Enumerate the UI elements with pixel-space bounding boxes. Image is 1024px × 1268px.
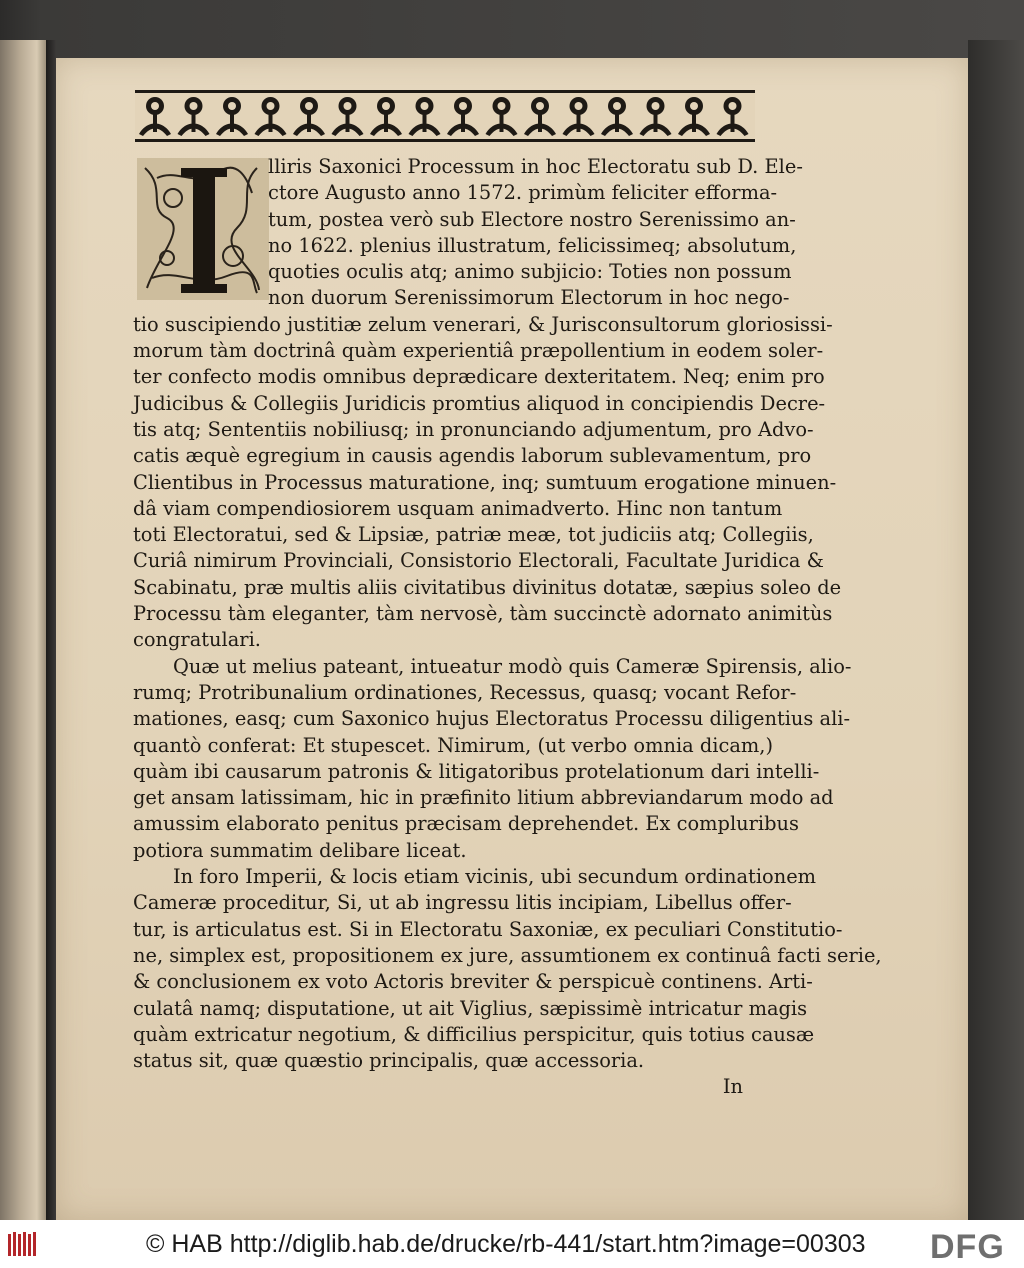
text-line: lliris Saxonici Processum in hoc Electoratu sub D. Ele- xyxy=(268,155,803,178)
first-paragraph-opening xyxy=(133,154,803,312)
text-line: Curiâ nimirum Provinciali, Consistorio Electorali, Facultate Juridica & xyxy=(133,549,824,573)
text-line: toti Electoratui, sed & Lipsiæ, patriæ meæ, tot judiciis atq; Collegiis, xyxy=(133,523,814,547)
text-line: tur, is articulatus est. Si in Electoratu Saxoniæ, ex peculiari Constitutio- xyxy=(133,917,843,941)
text-line: mationes, easq; cum Saxonico hujus Electoratus Processu diligentius ali- xyxy=(133,707,851,731)
text-line: Processu tàm eleganter, tàm nervosè, tàm succinctè adornato animitùs xyxy=(133,602,833,626)
second-paragraph xyxy=(133,654,852,864)
text-line: & conclusionem ex voto Actoris breviter & perspicuè continens. Arti- xyxy=(133,970,813,994)
text-line: quàm ibi causarum patronis & litigatoribus protelationum dari intelli- xyxy=(133,759,820,783)
text-line: amussim elaborato penitus præcisam deprehendet. Ex compluribus xyxy=(133,812,799,836)
adjacent-page-edge xyxy=(0,40,46,1220)
first-paragraph-continuation xyxy=(133,312,842,654)
footer-bar xyxy=(0,1220,1024,1268)
third-paragraph xyxy=(133,864,882,1074)
ornamental-headpiece xyxy=(135,90,755,142)
text-line: tum, postea verò sub Electore nostro Serenissimo an- xyxy=(268,207,796,231)
text-line: Scabinatu, præ multis aliis civitatibus divinitus dotatæ, sæpius soleo de xyxy=(133,575,842,599)
text-line: Judicibus & Collegiis Juridicis promtius aliquod in concipiendis Decre- xyxy=(133,391,826,415)
dfg-logo: DFG xyxy=(930,1228,1005,1266)
text-line: Clientibus in Processus maturatione, inq; sumtuum erogatione minuen- xyxy=(133,470,837,494)
text-line: status sit, quæ quæstio principalis, quæ accessoria. xyxy=(133,1049,645,1073)
text-line: culatâ namq; disputatione, ut ait Viglius, sæpissimè intricatur magis xyxy=(133,996,808,1020)
text-line: tio suscipiendo justitiæ zelum venerari, & Jurisconsultorum gloriosissi- xyxy=(133,312,833,336)
text-line: no 1622. plenius illustratum, felicissimeq; absolutum, xyxy=(268,233,797,257)
book-gutter xyxy=(46,40,56,1220)
text-line: quàm extricatur negotium, & difficilius perspicitur, quis totius causæ xyxy=(133,1022,815,1046)
text-line: congratulari. xyxy=(133,628,261,652)
text-line: quoties oculis atq; animo subjicio: Toties non possum xyxy=(268,260,792,284)
text-line: ter confecto modis omnibus deprædicare dexteritatem. Neq; enim pro xyxy=(133,365,825,389)
text-line: dâ viam compendiosiorem usquam animadverto. Hinc non tantum xyxy=(133,496,783,520)
text-line: catis æquè egregium in causis agendis laborum sublevamentum, pro xyxy=(133,444,812,468)
text-line: quantò conferat: Et stupescet. Nimirum, (ut verbo omnia dicam,) xyxy=(133,733,774,757)
right-margin-background xyxy=(968,40,1024,1220)
text-line: morum tàm doctrinâ quàm experientiâ præpollentium in eodem soler- xyxy=(133,339,824,363)
text-line: In foro Imperii, & locis etiam vicinis, ubi secundum ordinationem xyxy=(173,865,817,889)
text-line: non duorum Serenissimorum Electorum in hoc nego- xyxy=(268,286,790,310)
copyright-url[interactable]: © HAB http://diglib.hab.de/drucke/rb-441/start.htm?image=00303 xyxy=(146,1230,866,1258)
text-line: potiora summatim delibare liceat. xyxy=(133,838,467,862)
text-line: Quæ ut melius pateant, intueatur modò quis Cameræ Spirensis, alio- xyxy=(173,654,852,678)
text-line: ne, simplex est, propositionem ex jure, assumtionem ex continuâ facti serie, xyxy=(133,943,882,967)
text-line: ctore Augusto anno 1572. primùm feliciter efforma- xyxy=(268,181,778,205)
catchword: In xyxy=(722,1075,743,1099)
body-text xyxy=(133,154,882,1101)
hab-logo-icon xyxy=(6,1228,38,1260)
text-line: get ansam latissimam, hic in præfinito litium abbreviandarum modo ad xyxy=(133,786,834,810)
text-line: tis atq; Sententiis nobiliusq; in pronunciando adjumentum, pro Advo- xyxy=(133,417,814,441)
text-line: Cameræ proceditur, Si, ut ab ingressu litis incipiam, Libellus offer- xyxy=(133,891,792,915)
text-line: rumq; Protribunalium ordinationes, Recessus, quasq; vocant Refor- xyxy=(133,680,797,704)
